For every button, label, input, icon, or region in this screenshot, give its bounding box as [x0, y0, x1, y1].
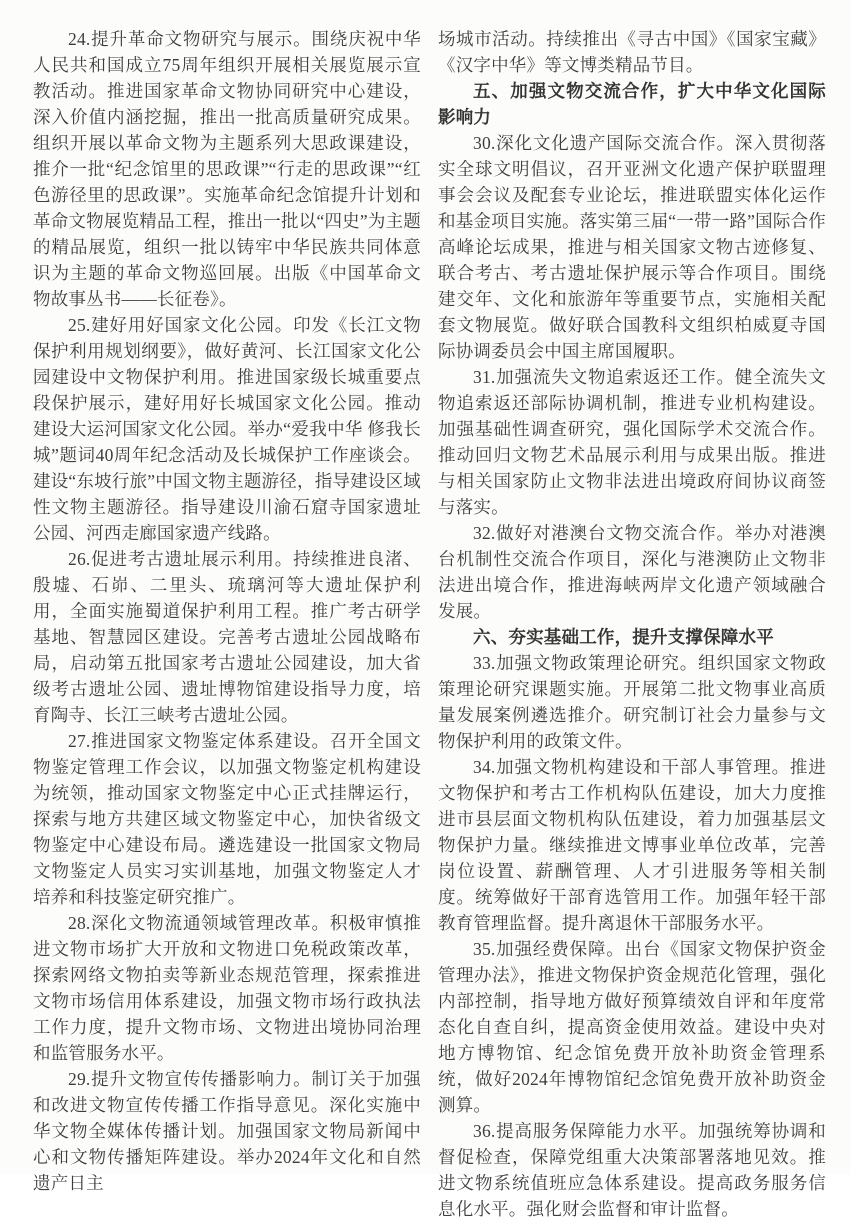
paragraph-31: 31.加强流失文物追索返还工作。健全流失文物追索返还部际协调机制，推进专业机构建设。加强基础性调查研究，强化国际学术交流合作。推动回归文物艺术品展示利用与成果出版。推进与相关国家防止文物非法进出境政府间协议商签与落实。: [438, 367, 826, 517]
paragraph-34: 34.加强文物机构建设和干部人事管理。推进文物保护和考古工作机构队伍建设，加大力度推进市县层面文物机构队伍建设，着力加强基层文物保护力量。继续推进文博事业单位改革，完善岗位设置、薪酬管理、人才引进服务等相关制度。统筹做好干部育选管用工作。加强年轻干部教育管理监督。提升离退休干部服务水平。: [438, 757, 826, 933]
paragraph-29-continued: 场城市活动。持续推出《寻古中国》《国家宝藏》《汉字中华》等文博类精品节目。: [438, 29, 826, 75]
paragraph-26: 26.促进考古遗址展示利用。持续推进良渚、殷墟、石峁、二里头、琉璃河等大遗址保护利用，全面实施蜀道保护利用工程。推广考古研学基地、智慧园区建设。完善考古遗址公园战略布局，启动第五批国家考古遗址公园建设，加大省级考古遗址公园、遗址博物馆建设指导力度，培育陶寺、长江三峡考古遗址公园。: [33, 549, 421, 725]
paragraph-33: 33.加强文物政策理论研究。组织国家文物政策理论研究课题实施。开展第二批文物事业高质量发展案例遴选推介。研究制订社会力量参与文物保护利用的政策文件。: [438, 653, 826, 751]
left-column: [33, 26, 421, 1196]
right-column: [438, 26, 826, 1222]
paragraph-25: 25.建好用好国家文化公园。印发《长江文物保护利用规划纲要》，做好黄河、长江国家文化公园建设中文物保护利用。推进国家级长城重要点段保护展示，建好用好长城国家文化公园。推动建设大运河国家文化公园。举办“爱我中华 修我长城”题词40周年纪念活动及长城保护工作座谈会。建设“东坡行旅”中国文物主题游径，指导建设区域性文物主题游径。指导建设川渝石窟寺国家遗址公园、河西走廊国家遗产线路。: [33, 315, 421, 543]
paragraph-24: 24.提升革命文物研究与展示。围绕庆祝中华人民共和国成立75周年组织开展相关展览展示宣教活动。推进国家革命文物协同研究中心建设，深入价值内涵挖掘，推出一批高质量研究成果。组织开展以革命文物为主题系列大思政课建设，推介一批“纪念馆里的思政课”“行走的思政课”“红色游径里的思政课”。实施革命纪念馆提升计划和革命文物展览精品工程，推出一批以“四史”为主题的精品展览，组织一批以铸牢中华民族共同体意识为主题的革命文物巡回展。出版《中国革命文物故事丛书——长征卷》。: [33, 29, 421, 309]
paragraph-28: 28.深化文物流通领域管理改革。积极审慎推进文物市场扩大开放和文物进口免税政策改革，探索网络文物拍卖等新业态规范管理，探索推进文物市场信用体系建设，加强文物市场行政执法工作力度，提升文物市场、文物进出境协同治理和监管服务水平。: [33, 913, 421, 1063]
paragraph-36: 36.提高服务保障能力水平。加强统筹协调和督促检查，保障党组重大决策部署落地见效。推进文物系统值班应急体系建设。提高政务服务信息化水平。强化财会监督和审计监督。: [438, 1121, 826, 1219]
paragraph-32: 32.做好对港澳台文物交流合作。举办对港澳台机制性交流合作项目，深化与港澳防止文物非法进出境合作，推进海峡两岸文化遗产领域融合发展。: [438, 523, 826, 621]
section-heading-6: 六、夯实基础工作，提升支撑保障水平: [473, 627, 774, 647]
paragraph-35: 35.加强经费保障。出台《国家文物保护资金管理办法》，推进文物保护资金规范化管理，强化内部控制，指导地方做好预算绩效自评和年度常态化自查自纠，提高资金使用效益。建设中央对地方博物馆、纪念馆免费开放补助资金管理系统，做好2024年博物馆纪念馆免费开放补助资金测算。: [438, 939, 826, 1115]
paragraph-29: 29.提升文物宣传传播影响力。制订关于加强和改进文物宣传传播工作指导意见。深化实施中华文物全媒体传播计划。加强国家文物局新闻中心和文物传播矩阵建设。举办2024年文化和自然遗产日主: [33, 1069, 421, 1193]
paragraph-30: 30.深化文化遗产国际交流合作。深入贯彻落实全球文明倡议，召开亚洲文化遗产保护联盟理事会会议及配套专业论坛，推进联盟实体化运作和基金项目实施。落实第三届“一带一路”国际合作高峰论坛成果，推进与相关国家文物古迹修复、联合考古、考古遗址保护展示等合作项目。围绕建交年、文化和旅游年等重要节点，实施相关配套文物展览。做好联合国教科文组织柏威夏寺国际协调委员会中国主席国履职。: [438, 133, 826, 361]
section-heading-5: 五、加强文物交流合作，扩大中华文化国际影响力: [438, 81, 826, 127]
paragraph-27: 27.推进国家文物鉴定体系建设。召开全国文物鉴定管理工作会议，以加强文物鉴定机构建设为统领，推动国家文物鉴定中心正式挂牌运行，探索与地方共建区域文物鉴定中心，加快省级文物鉴定中心建设布局。遴选建设一批国家文物局文物鉴定人员实习实训基地，加强文物鉴定人才培养和科技鉴定研究推广。: [33, 731, 421, 907]
two-column-layout: [33, 26, 826, 1222]
